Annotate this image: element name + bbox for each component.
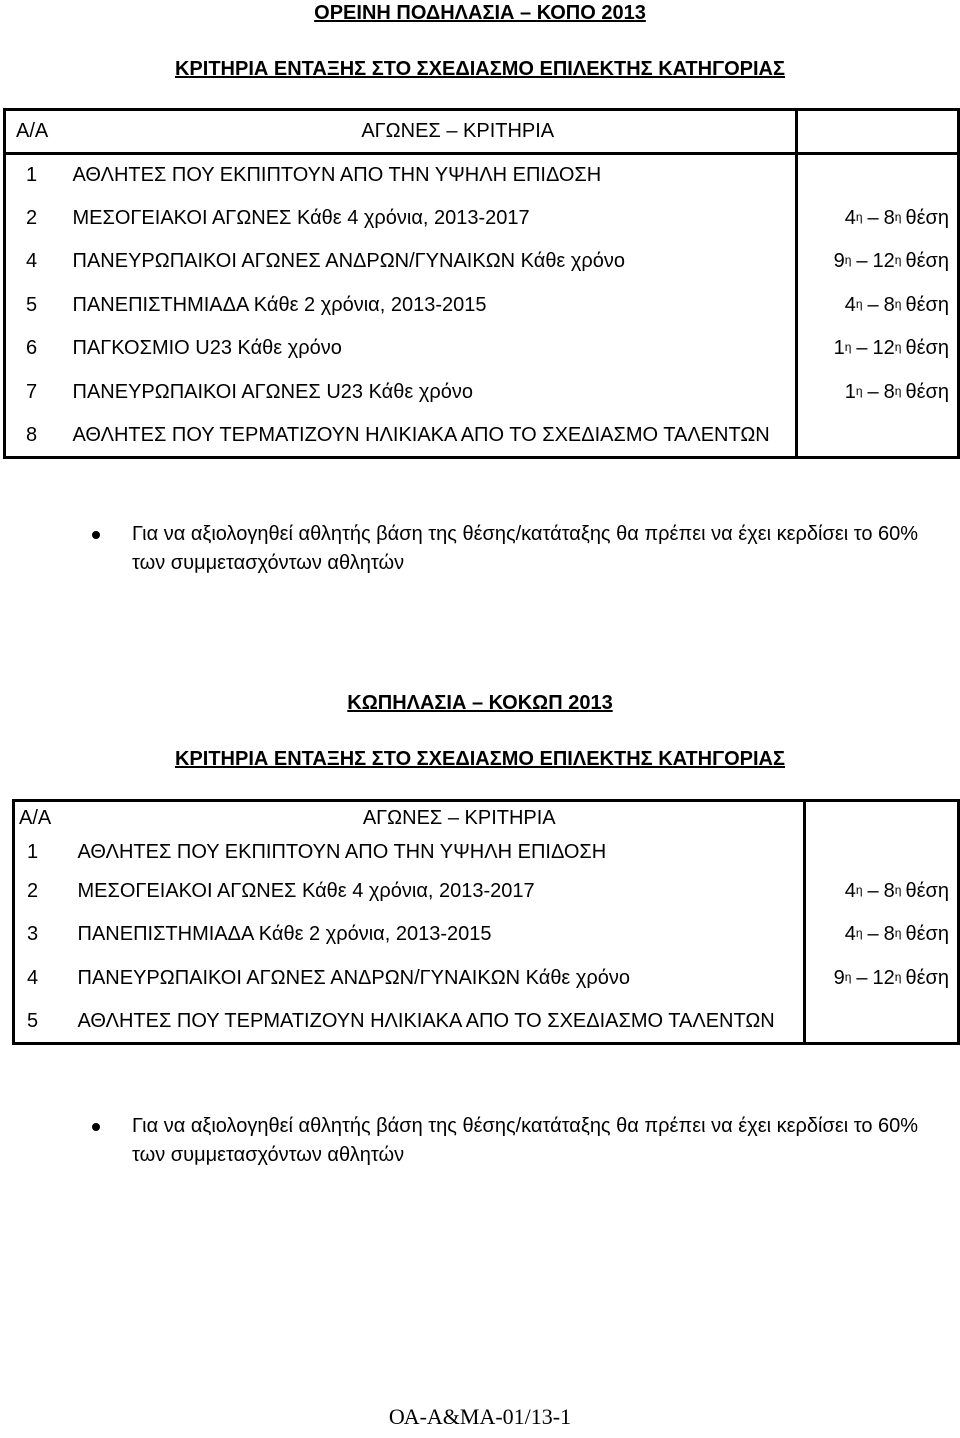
table-row xyxy=(5,414,959,458)
row-placement xyxy=(797,197,959,241)
placement-to: 12 xyxy=(872,337,895,360)
placement-word: θέση xyxy=(905,293,949,316)
row-criteria: ΠΑΝΕΥΡΩΠΑΙΚΟΙ ΑΓΩΝΕΣ ΑΝΔΡΩΝ/ΓΥΝΑΙΚΩΝ Κάθε χρόνο xyxy=(77,966,631,989)
ordinal-suffix: η xyxy=(855,383,863,398)
placement-to: 8 xyxy=(883,879,895,902)
range-dash: – xyxy=(867,293,879,316)
row-criteria: ΠΑΝΕΠΙΣΤΗΜΙΑΔΑ Κάθε 2 χρόνια, 2013-2015 xyxy=(77,923,492,946)
ordinal-suffix: η xyxy=(844,969,852,984)
table-row xyxy=(5,240,959,284)
row-placement xyxy=(805,957,959,1001)
range-dash: – xyxy=(856,966,868,989)
placement-to: 12 xyxy=(872,966,895,989)
bullet-icon xyxy=(92,531,100,539)
placement-to: 8 xyxy=(883,923,895,946)
table-row xyxy=(14,836,959,870)
row-placement xyxy=(805,1000,959,1044)
ordinal-suffix: η xyxy=(894,969,902,984)
row-criteria: ΠΑΝΕΥΡΩΠΑΙΚΟΙ ΑΓΩΝΕΣ ΑΝΔΡΩΝ/ΓΥΝΑΙΚΩΝ Κάθε χρόνο xyxy=(72,250,626,273)
ordinal-suffix: η xyxy=(894,253,902,268)
row-placement xyxy=(797,414,959,458)
placement-from: 4 xyxy=(844,879,856,902)
header-num: Α/Α xyxy=(19,807,52,830)
note-text: Για να αξιολογηθεί αθλητής βάση της θέσης/κατάταξης θα πρέπει να έχει κερδίσει το 60% των συμμετασχόντων αθλητών xyxy=(132,1115,919,1166)
row-criteria: ΠΑΝΕΥΡΩΠΑΙΚΟΙ ΑΓΩΝΕΣ U23 Κάθε χρόνο xyxy=(72,380,473,403)
table-row xyxy=(5,197,959,241)
ordinal-suffix: η xyxy=(894,882,902,897)
row-number: 5 xyxy=(26,293,38,316)
row-number: 1 xyxy=(27,841,39,863)
placement-word: θέση xyxy=(905,923,949,946)
document-code: ΟΑ-Α&ΜΑ-01/13-1 xyxy=(388,1404,572,1429)
table-row xyxy=(14,913,959,957)
row-criteria: ΜΕΣΟΓΕΙΑΚΟΙ ΑΓΩΝΕΣ Κάθε 4 χρόνια, 2013-2017 xyxy=(72,206,530,229)
row-criteria: ΑΘΛΗΤΕΣ ΠΟΥ ΤΕΡΜΑΤΙΖΟΥΝ ΗΛΙΚΙΑΚΑ ΑΠΟ ΤΟ ΣΧΕΔΙΑΣΜΟ ΤΑΛΕΝΤΩΝ xyxy=(72,423,770,446)
placement-word: θέση xyxy=(905,380,949,403)
ordinal-suffix: η xyxy=(894,209,902,224)
placement-to: 8 xyxy=(883,206,895,229)
placement-word: θέση xyxy=(905,337,949,360)
header-criteria: ΑΓΩΝΕΣ – ΚΡΙΤΗΡΙΑ xyxy=(362,807,556,830)
ordinal-suffix: η xyxy=(855,926,863,941)
ordinal-suffix: η xyxy=(894,340,902,355)
ordinal-suffix: η xyxy=(855,209,863,224)
row-number: 7 xyxy=(26,380,38,403)
section1-title: ΟΡΕΙΝΗ ΠΟΔΗΛΑΣΙΑ – ΚΟΠΟ 2013 xyxy=(314,2,646,24)
ordinal-suffix: η xyxy=(894,926,902,941)
row-criteria: ΠΑΝΕΠΙΣΤΗΜΙΑΔΑ Κάθε 2 χρόνια, 2013-2015 xyxy=(72,293,487,316)
header-criteria: ΑΓΩΝΕΣ – ΚΡΙΤΗΡΙΑ xyxy=(67,110,797,154)
row-number: 4 xyxy=(26,250,38,273)
note-text: Για να αξιολογηθεί αθλητής βάση της θέσης/κατάταξης θα πρέπει να έχει κερδίσει το 60% των συμμετασχόντων αθλητών xyxy=(132,523,919,574)
range-dash: – xyxy=(867,879,879,902)
row-placement xyxy=(797,327,959,371)
section2-title: ΚΩΠΗΛΑΣΙΑ – ΚΟΚΩΠ 2013 xyxy=(347,692,613,714)
placement-from: 9 xyxy=(833,250,845,273)
row-criteria: ΑΘΛΗΤΕΣ ΠΟΥ ΤΕΡΜΑΤΙΖΟΥΝ ΗΛΙΚΙΑΚΑ ΑΠΟ ΤΟ ΣΧΕΔΙΑΣΜΟ ΤΑΛΕΝΤΩΝ xyxy=(77,1009,775,1032)
row-placement xyxy=(805,913,959,957)
ordinal-suffix: η xyxy=(894,296,902,311)
range-dash: – xyxy=(867,923,879,946)
placement-from: 4 xyxy=(844,293,856,316)
header-placement xyxy=(797,110,959,154)
criteria-table-mtb xyxy=(3,108,960,459)
header-placement xyxy=(805,801,959,836)
row-number: 5 xyxy=(27,1009,39,1032)
row-placement xyxy=(797,153,959,197)
row-number: 4 xyxy=(27,966,39,989)
table-row xyxy=(14,957,959,1001)
table-row xyxy=(5,153,959,197)
table-row xyxy=(5,284,959,328)
table-row xyxy=(14,1000,959,1044)
range-dash: – xyxy=(856,250,868,273)
row-criteria: ΠΑΓΚΟΣΜΙΟ U23 Κάθε χρόνο xyxy=(72,337,342,360)
row-number: 2 xyxy=(27,879,39,902)
table-row xyxy=(5,327,959,371)
table-row xyxy=(5,371,959,415)
ordinal-suffix: η xyxy=(855,296,863,311)
placement-from: 1 xyxy=(844,380,856,403)
range-dash: – xyxy=(867,380,879,403)
criteria-table-rowing xyxy=(12,799,960,1045)
placement-from: 4 xyxy=(844,923,856,946)
placement-to: 8 xyxy=(883,380,895,403)
placement-from: 1 xyxy=(833,337,845,360)
placement-to: 12 xyxy=(872,250,895,273)
ordinal-suffix: η xyxy=(855,882,863,897)
row-criteria: ΜΕΣΟΓΕΙΑΚΟΙ ΑΓΩΝΕΣ Κάθε 4 χρόνια, 2013-2017 xyxy=(77,879,535,902)
row-number: 1 xyxy=(26,164,38,186)
row-number: 8 xyxy=(26,423,38,446)
placement-word: θέση xyxy=(905,250,949,273)
placement-word: θέση xyxy=(905,966,949,989)
table-header-row xyxy=(5,110,959,154)
row-number: 6 xyxy=(26,337,38,360)
section1-subtitle: ΚΡΙΤΗΡΙΑ ΕΝΤΑΞΗΣ ΣΤΟ ΣΧΕΔΙΑΣΜΟ ΕΠΙΛΕΚΤΗΣ ΚΑΤΗΓΟΡΙΑΣ xyxy=(174,58,786,80)
section2-subtitle: ΚΡΙΤΗΡΙΑ ΕΝΤΑΞΗΣ ΣΤΟ ΣΧΕΔΙΑΣΜΟ ΕΠΙΛΕΚΤΗΣ ΚΑΤΗΓΟΡΙΑΣ xyxy=(174,748,786,770)
table-header-row xyxy=(14,801,959,836)
row-placement xyxy=(797,284,959,328)
placement-word: θέση xyxy=(905,879,949,902)
row-placement xyxy=(797,240,959,284)
row-number: 3 xyxy=(27,923,39,946)
ordinal-suffix: η xyxy=(844,340,852,355)
table-row xyxy=(14,870,959,914)
placement-from: 4 xyxy=(844,206,856,229)
row-number: 2 xyxy=(26,206,38,229)
row-placement xyxy=(805,870,959,914)
ordinal-suffix: η xyxy=(894,383,902,398)
header-num: Α/Α xyxy=(5,110,67,154)
bullet-icon xyxy=(92,1123,100,1131)
placement-to: 8 xyxy=(883,293,895,316)
row-placement xyxy=(797,371,959,415)
ordinal-suffix: η xyxy=(844,253,852,268)
range-dash: – xyxy=(867,206,879,229)
row-placement xyxy=(805,836,959,870)
placement-word: θέση xyxy=(905,206,949,229)
placement-from: 9 xyxy=(833,966,845,989)
row-criteria: ΑΘΛΗΤΕΣ ΠΟΥ ΕΚΠΙΠΤΟΥΝ ΑΠΟ ΤΗΝ ΥΨΗΛΗ ΕΠΙΔΟΣΗ xyxy=(77,841,607,863)
range-dash: – xyxy=(856,337,868,360)
row-criteria: ΑΘΛΗΤΕΣ ΠΟΥ ΕΚΠΙΠΤΟΥΝ ΑΠΟ ΤΗΝ ΥΨΗΛΗ ΕΠΙΔΟΣΗ xyxy=(72,164,602,186)
